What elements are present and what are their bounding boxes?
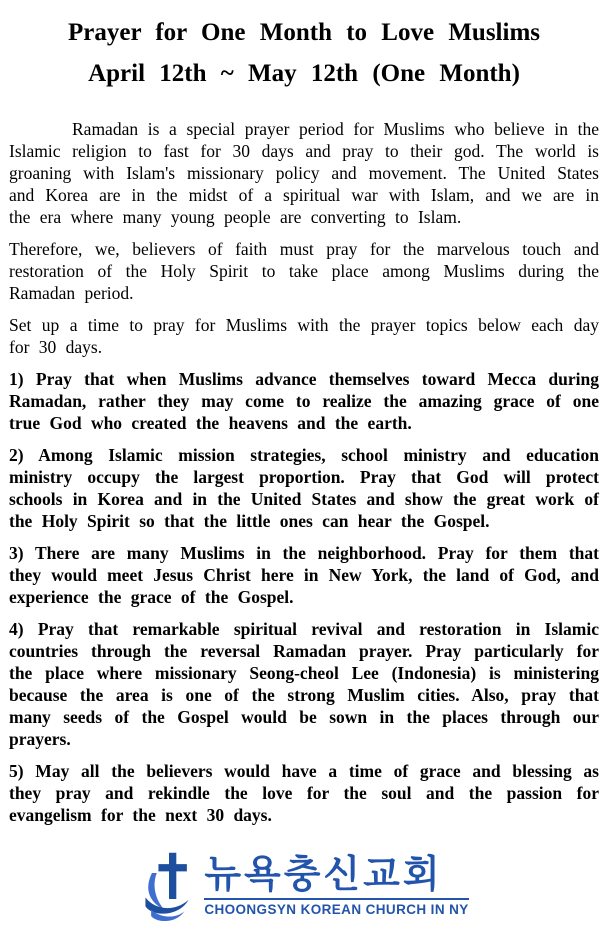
intro-paragraph-3: Set up a time to pray for Muslims with the prayer topics below each day for 30 days. [9,315,599,357]
cross-and-waves-icon [143,851,195,921]
page-title-line2: April 12th ~ May 12th (One Month) [88,60,520,87]
page-title-line1: Prayer for One Month to Love Muslims [67,19,541,46]
logo-text-block [204,852,469,917]
document-body [9,118,599,826]
prayer-item-2: 2) Among Islamic mission strategies, school ministry and education ministry occupy the largest proportion. Pray that God will protect schools in Korea and in the United States and show the great work of the Holy Spirit so that the little ones can hear the Gospel. [9,445,599,531]
logo-divider [204,898,468,900]
logo-korean-name: 뉴욕충신교회 [204,852,443,897]
prayer-item-3: 3) There are many Muslims in the neighborhood. Pray for them that they would meet Jesus Christ here in New York, the land of God, and experience the grace of the Gospel. [9,543,599,607]
intro-paragraph-2: Therefore, we, believers of faith must pray for the marvelous touch and restoration of the Holy Spirit to take place among Muslims during the Ramadan period. [9,239,599,303]
intro-paragraph-1: Ramadan is a special prayer period for Muslims who believe in the Islamic religion to fast for 30 days and pray to their god. The world is groaning with Islam's missionary policy and movement. The United States and Korea are in the midst of a spiritual war with Islam, and we are in the era where many young people are converting to Islam. [9,119,599,227]
page-title [9,12,599,94]
prayer-item-5: 5) May all the believers would have a time of grace and blessing as they pray and rekindle the love for the soul and the passion for evangelism for the next 30 days. [9,761,599,825]
prayer-item-1: 1) Pray that when Muslims advance themselves toward Mecca during Ramadan, rather they may come to realize the amazing grace of one true God who created the heavens and the earth. [9,369,599,433]
logo-english-name: CHOONGSYN KOREAN CHURCH IN NY [204,901,469,917]
church-logo [0,851,612,921]
prayer-item-4: 4) Pray that remarkable spiritual revival and restoration in Islamic countries through the reversal Ramadan prayer. Pray particularly for the place where missionary Seong-cheol Lee (Indonesia) is ministering because the area is one of the strong Muslim cities. Also, pray that many seeds of the Gospel would be sown in the places through our prayers. [9,619,599,749]
